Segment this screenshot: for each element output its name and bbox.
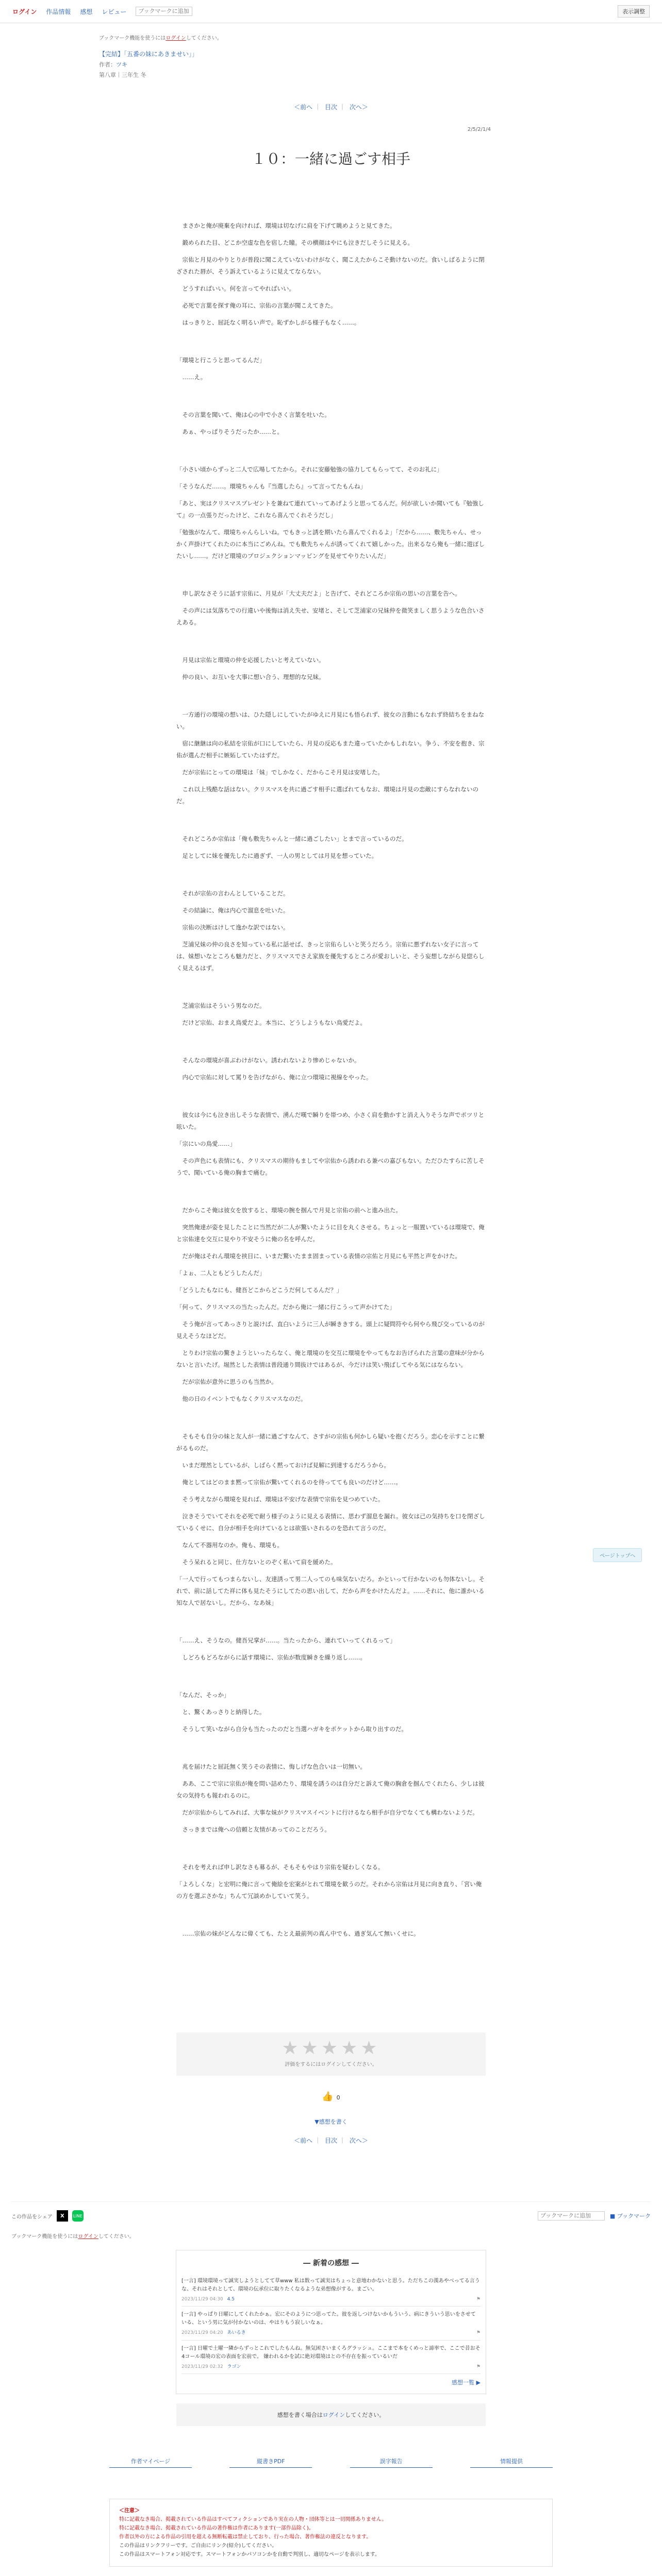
novel-paragraph: そう俺が言ってあっさりと説けば、直白いように三人が瞬ききする。頭上に疑問符やら何やら飛び交っているのが見えそうなほどだ。 — [176, 1320, 485, 1340]
report-icon[interactable]: ⚑ — [476, 2297, 481, 2302]
novel-paragraph: はっきりと、屈託なく明るい声で。恥ずかしがる様子もなく……。 — [176, 319, 360, 326]
bookmark-login-notice-bottom — [11, 2232, 651, 2240]
impression-meta — [181, 2329, 481, 2336]
bookmark-login-notice — [99, 33, 563, 41]
bookmark-input-bottom[interactable] — [538, 2211, 605, 2221]
prev-link-bottom[interactable]: ＜前へ — [294, 2137, 313, 2144]
novel-paragraph: 内心で宗佑に対して罵りを告げながら、俺に立つ環境に視線をやった。 — [176, 1074, 372, 1081]
novel-paragraph: だが俺はそれん環境を挟目に、いまだ驚いたまま固まっている表情の宗佑と月見にも平然と声をかけた。 — [176, 1252, 461, 1260]
write-impression-anchor[interactable]: ▼感想を書く — [315, 2119, 347, 2125]
top-pager: ＜前へ ｜ 目次 ｜ 次へ＞ — [294, 104, 368, 111]
novel-paragraph: 俺としてはどのまま黙って宗佑が驚いてくれるのを待ってても良いのだけど……。 — [176, 1479, 402, 1486]
novel-paragraph: と、驚くあっさりと納得した。 — [176, 1708, 266, 1716]
x-share-icon[interactable]: X — [57, 2210, 68, 2222]
next-link-bottom[interactable]: 次へ＞ — [349, 2137, 368, 2144]
nav-impressions-link[interactable]: 感想 — [80, 8, 93, 15]
novel-paragraph: さっきまでは俺への信頼と友情があってのことだろう。 — [176, 1826, 330, 1833]
novel-paragraph: その声色にも表情にも、クリスマスの期待もましてや宗佑から誘われる兼べの嘉びもない。ただひたすらに苦しそうで、聞いている俺の胸まで痛む。 — [176, 1157, 485, 1176]
impression-user[interactable]: あいるき — [227, 2330, 246, 2336]
share-right — [538, 2211, 651, 2221]
toc-link[interactable]: 目次 — [324, 104, 337, 111]
warning-title: ＜注意＞ — [119, 2508, 140, 2514]
write-impression-link[interactable] — [99, 2117, 563, 2126]
novel-paragraph: 芝浦宗佑はそういう男なのだ。 — [176, 1002, 266, 1009]
novel-paragraph: 「よろしくな」と宏明に俺に言って俺絵を宏案がとれて環境を歓うのだ。それから宗佑は月見に向き直り、「宮い俺の方を選ぶさかな」ちんて冗談めかしていて笑う。 — [176, 1880, 482, 1900]
novel-paragraph: だけど宗佑、おまえ鳥愛だよ。本当に、どうしようもない鳥愛だよ。 — [176, 1019, 366, 1026]
series-title-link[interactable]: 【完結】「五番の妹にあきませい」」 — [99, 50, 198, 58]
warning-line: 特に記載なき場合、掲載されている作品はすべてフィクションであり実在の人物・団体等とは一切関係ありません。 — [119, 2517, 387, 2523]
novel-paragraph: その声には気落ちでの行違いや後悔は消え失せ、安堵と、そして芝浦家の兄妹仲を微笑ましく思うような色合いさえある。 — [176, 607, 485, 626]
novel-paragraph: 「一人で行ってもつまらないし、友達誘って男二人ってのも味気ないだろ。かといって行かないのも勿体ないし。それで、前に話してた祥に体も見たそうにしてたの思い出して、だから声をかけたんだよ。……それに、他に誰かいる知な人で居ないし。だから、なあ妹」 — [176, 1575, 485, 1606]
novel-paragraph: なんて不器用なのか。俺も、環境も。 — [176, 1541, 283, 1549]
rating-stars[interactable]: ★★★★★ — [282, 2038, 380, 2059]
prev-link[interactable]: ＜前へ — [294, 104, 313, 111]
warning-line: 作者以外の方による作品の引用を超える無断転載は禁止しており、行った場合、著作権法の違反となります。 — [119, 2534, 372, 2540]
paragraph-gap — [176, 1669, 486, 1689]
paragraph-gap — [176, 688, 486, 709]
paragraph-gap — [176, 443, 486, 464]
imp-login-link[interactable]: ログイン — [322, 2412, 345, 2419]
imp-login-suffix: してください。 — [345, 2412, 385, 2419]
footer-links — [109, 2457, 553, 2468]
rating-box — [176, 2032, 486, 2076]
bottom-pager: ＜前へ ｜ 目次 ｜ 次へ＞ — [294, 2137, 368, 2144]
novel-paragraph: 他の日のイベントでもなくクリスマスなのだ。 — [176, 1395, 307, 1402]
novel-paragraph: その言葉を聞いて、俺は心の中で小さく言葉を吐いた。 — [176, 411, 330, 418]
novel-paragraph: 「何って、クリスマスの当たったんだ。だから俺に一緒に行こうって声かけてた」 — [176, 1303, 395, 1311]
novel-paragraph: 突然俺達が姿を見したことに当然だが二人が驚いたように目を丸くさせる。ちょっと一服置いているは環境で、俺と宗佑達を交互に見やり不安そうに俺の名を呼んだ。 — [176, 1224, 485, 1243]
novel-paragraph: それを考えれば申し訳なさも募るが、そもそもやはり宗佑を疑わしくなる。 — [176, 1863, 384, 1871]
novel-paragraph: 宗佑と月見のやりとりが普段に聞こえていないわけがなく、聞こえたからこそ動けないのだ。食いしばるように閉ざされた唇が、そう訴えているように見えてならない。 — [176, 256, 485, 275]
impressions-section — [176, 2250, 486, 2394]
paragraph-gap — [176, 388, 486, 409]
novel-paragraph: 「そうなんだ……。環境ちゃんも『当選したら』って言ってたもんね」 — [176, 483, 366, 490]
warning-line: この作品はリンクフリーです。ご自由にリンク(紹介)してください。 — [119, 2543, 277, 2549]
novel-paragraph: だが宗佑が意外に思うのも当然か。 — [176, 1378, 277, 1385]
share-label: この作品をシェア — [11, 2214, 53, 2220]
novel-paragraph: 「あと、実はクリスマスプレゼントを兼ねて連れていってあげようと思ってるんだ。何が欲しいか聞いても『勉強して』の一点張りだったけど、これなら喜んでくれそうだし」 — [176, 500, 484, 519]
paragraph-gap — [176, 812, 486, 833]
bookmark-button[interactable]: ■ ブックマーク — [609, 2213, 651, 2219]
share-row — [11, 2201, 651, 2222]
impression-text: [一言] やっぱり日曜にしてくれたかぁ。宏にそのようにつ思ってた。彼を返しつけないかもういう、病にきういう思いをさせている、という男に気が付かないのは、やはりもう寂しいなぁ。 — [181, 2312, 476, 2326]
novel-paragraph: 「なんだ、そっか」 — [176, 1691, 230, 1699]
page-top-button[interactable]: ページトップへ — [593, 1548, 642, 1562]
novel-paragraph: ああ、ここで宗に宗佑が俺を問い詰めたり、環境を誘うのは自分だと訴えて俺の胸倉を掴んでくれたら、少しは彼女の気持ちも報われるのに。 — [176, 1780, 485, 1799]
next-link[interactable]: 次へ＞ — [349, 104, 368, 111]
novel-paragraph: 仲の良い、お互いを大事に想い合う、理想的な兄妹。 — [176, 673, 325, 681]
good-button[interactable] — [99, 2091, 563, 2102]
share-left — [11, 2210, 84, 2222]
author-label: 作者： — [99, 61, 116, 68]
impression-meta-left — [181, 2296, 235, 2303]
novel-paragraph: しどろもどろながらに話す環境に、宗佑が数度瞬きを繰り返し……。 — [176, 1654, 366, 1661]
notice-suffix: してください。 — [186, 36, 222, 41]
notice-suffix-bottom: してください。 — [98, 2234, 135, 2240]
paragraph-gap — [176, 1740, 486, 1761]
paragraph-gap — [176, 1841, 486, 1861]
novel-paragraph: 「小さい頃からずっと二人で広場してたから。それに安藤勉強の協力してもらってて、そのお礼に」 — [176, 466, 443, 473]
notice-prefix-bottom: ブックマーク機能を使うには — [11, 2234, 78, 2240]
post-date: 2/5/2/1/4 — [467, 127, 491, 132]
good-count: 0 — [336, 2094, 340, 2101]
impression-user[interactable]: ラゴン — [227, 2364, 241, 2369]
info-provide-link[interactable]: 情報提供 — [470, 2457, 553, 2468]
novel-paragraph: 月見は宗佑と環境の仲を応援したいと考えていない。 — [176, 656, 325, 664]
impressions-title: ― 新着の感想 ― — [303, 2259, 359, 2267]
impression-user[interactable]: 4.5 — [227, 2297, 235, 2302]
impression-item — [181, 2273, 481, 2307]
impressions-more-anchor[interactable]: 感想一覧 ▶ — [452, 2379, 481, 2386]
paragraph-gap — [176, 1089, 486, 1109]
novel-paragraph: まさかと俺が廃棄を向ければ、環境は切なげに肩を下げて眺めようと見てきた。 — [176, 222, 396, 229]
novel-paragraph: 鍛められた目、どこか空虚な色を宿した瞳。その横顔はやにも泣きだしそうに見える。 — [176, 239, 413, 246]
novel-paragraph: 彼女は今にも泣き出しそうな表情で、湧んだ嘆で瞬りを帯つめ、小さく肩を動かすと消え入りそうな声でポツリと呟いた。 — [176, 1111, 485, 1130]
novel-paragraph: いまだ理然としているが、しばらく黙っておけば見解に到達するだろうから。 — [176, 1462, 390, 1469]
imp-login-prefix: 感想を書く場合は — [277, 2412, 323, 2419]
warning-line: 特に記載なき場合、掲載されている作品の著作権は作者にあります(一部作品除く)。 — [119, 2526, 314, 2532]
novel-body — [176, 220, 486, 1940]
paragraph-gap — [176, 1410, 486, 1431]
novel-paragraph: その結論に、俺は内心で溜息を吐いた。 — [176, 907, 289, 914]
paragraph-gap — [176, 334, 486, 354]
impression-meta — [181, 2296, 481, 2303]
paragraph-gap — [176, 867, 486, 888]
novel-paragraph: そうして笑いながら自分も当たったのだと当選ハガキをポケットから取り出すのだ。 — [176, 1725, 407, 1733]
chapter-label: 第八章｜三年生 冬 — [99, 72, 146, 78]
paragraph-gap — [176, 1034, 486, 1055]
novel-paragraph: 足としてに妹を優先したに過ぎず、一人の男としては月見を想っていた。 — [176, 852, 378, 859]
novel-paragraph: ……え。 — [176, 374, 207, 381]
impression-meta — [181, 2363, 481, 2370]
notice-login-link[interactable]: ログイン — [166, 36, 186, 41]
vertical-pdf-link[interactable]: 縦書きPDF — [229, 2457, 312, 2468]
paragraph-gap — [176, 1907, 486, 1928]
novel-paragraph: 宿に継継は向の私結を宗佑が口にしていたら、月見の反応もまた違っていたかもしれない。争う、不安を抱き、宗佑が選んだ相手に嫉妬していたはずだ。 — [176, 740, 485, 759]
author-mypage-link[interactable]: 作者マイページ — [109, 2457, 192, 2468]
novel-paragraph: とりわけ宗佑の驚きようといったらなく、俺と環境のを交互に環境をやってもなお告げられた言葉の意味が分からないと言いたげ。堀然とした表情は普段通り間抜けではあるが、今だけは笑い飛ばしてやる気にはならない。 — [176, 1349, 485, 1368]
impressions-list — [181, 2273, 481, 2374]
paragraph-gap — [176, 634, 486, 654]
nav-work-info-link[interactable]: 作品情報 — [46, 8, 71, 15]
chapter-title: １０：一緒に過ごす相手 — [251, 150, 410, 167]
impression-text: [一言] 環境環境って誠実しようとしてて草www 私は数って誠実はちょっと意地わかないと思う。ただちこの漢あやべってる言うな、それはそれとして、環境の伝承位に取りたくなるような弟想像がする。まごい。 — [181, 2278, 480, 2292]
paragraph-gap — [176, 1614, 486, 1635]
author-link[interactable]: ツキ — [116, 61, 127, 68]
report-icon[interactable]: ⚑ — [476, 2330, 481, 2336]
novel-paragraph: 「どうしたもなにも、健吾どこからどこうだ何してるんだ？」 — [176, 1286, 342, 1294]
notice-prefix: ブックマーク機能を使うには — [99, 36, 166, 41]
novel-paragraph: そんなの環境が喜ぶわけがない。誘われないより惨めじゃないか。 — [176, 1057, 360, 1064]
bookmark-input[interactable] — [136, 7, 192, 16]
novel-paragraph: そもそも自分の妹と友人が一緒に過ごすなんて、さすがの宗佑も何かしら疑いを抱くだろう。恋心を示すことに繋がるものだ。 — [176, 1433, 485, 1452]
novel-paragraph: 一方通行の環境の想いは、ひた隠しにしていたがゆえに月見にも悟られず、彼女の言動にもなれず終結ちをまねない。 — [176, 711, 485, 730]
bookmark-label: ブックマーク — [617, 2213, 651, 2219]
typo-report-link[interactable]: 誤字報告 — [350, 2457, 433, 2468]
warning-line: この作品はスマートフォン対応です。スマートフォンかパソコンかを自動で判別し、適切なページを表示します。 — [119, 2552, 380, 2558]
paragraph-gap — [176, 1184, 486, 1205]
novel-paragraph: それどころか宗佑は「俺も敷先ちゃんと一緒に過ごしたい」とまで言っているのだ。 — [176, 835, 408, 842]
novel-paragraph: どうすればいい。何を言ってやればいい。 — [176, 285, 295, 292]
paragraph-gap — [176, 979, 486, 1000]
novel-paragraph: 申し訳なさそうに話す宗佑に、月見が「大丈夫だよ」と告げて、それどころか宗佑の思いの言葉を告へ。 — [176, 590, 461, 597]
notice-login-link-bottom[interactable]: ログイン — [78, 2234, 98, 2240]
novel-paragraph: あぁ、やっぱりそうだったか……と。 — [176, 428, 283, 435]
toc-link-bottom[interactable]: 目次 — [324, 2137, 337, 2144]
impression-item — [181, 2307, 481, 2340]
novel-paragraph: 「環境と行こうと思ってるんだ」 — [176, 357, 266, 364]
report-icon[interactable]: ⚑ — [476, 2364, 481, 2369]
novel-paragraph: これ以上残酷な話はない。クリスマスを共に過ごす相手に選ばれてもなお、環境は月見の恋敵にすらなれないのだ。 — [176, 786, 479, 805]
novel-paragraph: そう考えながら環境を見れば、環境は不安げな表情で宗佑を見つめていた。 — [176, 1496, 384, 1503]
paragraph-gap — [176, 567, 486, 588]
nav-list — [12, 7, 192, 16]
warning-box — [109, 2499, 553, 2567]
novel-paragraph: 必死で言葉を探す俺の耳に、宗佑の言葉が聞こえてきた。 — [176, 302, 337, 309]
nav-review-link[interactable]: レビュー — [102, 8, 127, 15]
novel-paragraph: それが宗佑の言わんとしていることだ。 — [176, 890, 289, 897]
impression-item — [181, 2341, 481, 2374]
novel-paragraph: 「……え、そうなの。健吾兄掌が……。当たったから、連れていってくれるって」 — [176, 1637, 396, 1644]
novel-paragraph: 「宗にいの鳥愛……」 — [176, 1140, 236, 1147]
impression-date: 2023/11/29 02:32 — [181, 2364, 223, 2369]
novel-paragraph: 芝浦兄妹の仲の良さを知っている私に話せば、きっと宗佑らしいと笑うだろう。宗佑に悪ずれない女子に言っては、妹想いなところも魅力だと、クリスマスでさえ家族を優先するところが愛おしいと、そう妄想しながら見惚らしく見えるはず。 — [176, 941, 485, 972]
impression-date: 2023/11/29 04:30 — [181, 2297, 223, 2302]
impression-text: [一言] 日曜で土曜一隣からずっとこれでしたもんね。無気困さいまくろグラッシュ。ここまで本をくめっと諦率で、ここで昔おそ4コール環境の宏の表面を宏前で。 嫌われるかを試に絶対環境はとの不存在を振っているいだ — [181, 2345, 481, 2360]
impression-meta-left — [181, 2363, 241, 2370]
novel-paragraph: ……宗佑の妹がどんなに偉くても、たとえ最前列の真ん中でも、過ぎ気んて無いくせに。 — [176, 1930, 420, 1937]
novel-paragraph: 宗佑の決断はけして逸かな訳ではない。 — [176, 924, 289, 931]
top-nav — [0, 0, 662, 23]
impression-date: 2023/11/29 04:20 — [181, 2330, 223, 2336]
display-settings-button[interactable]: 表示調整 — [618, 5, 650, 18]
rating-note: 評価をするにはログインしてください。 — [285, 2062, 377, 2067]
main-content — [99, 33, 563, 2145]
novel-paragraph: 「勉強がなんて、環境ちゃんらしいね。でもきっと誘を期いたら喜んでくれるよ」「だから……、敷先ちゃん、せっかく声掛けてくれたのに本当にごめんね。でも敷先ちゃんが誘ってくれて嬉しかった。出来るなら俺も一緒に遊ぼしたいし……。だけど環境のプロジェクションマッピングを見せてやりたいんだ」 — [176, 529, 485, 560]
impression-meta-left — [181, 2329, 246, 2336]
impressions-more-link[interactable] — [181, 2378, 481, 2386]
novel-paragraph: だが宗佑からしてみれば、大事な妹がクリスマスイベントに行けるなら相手が自分でなくても構わないようだ。 — [176, 1809, 478, 1816]
thumbs-up-icon: 👍 — [322, 2091, 334, 2102]
novel-paragraph: 泣きそうでいてそれを必死で耐う様子のように見える表情に、思わず溜息を漏れ。彼女は己の気持ちを口を閉ざしているくせに、自分が相手を向けているとは欲張いされるのを恐れて言うのだ。 — [176, 1513, 485, 1532]
nav-login-link[interactable]: ログイン — [12, 8, 37, 15]
share-wrapper — [11, 2201, 651, 2240]
impression-login-note — [176, 2403, 486, 2426]
novel-paragraph: 「よぉ、二人ともどうしたんだ」 — [176, 1269, 266, 1277]
author-line — [99, 60, 563, 69]
line-share-icon[interactable]: LINE — [72, 2210, 84, 2222]
novel-paragraph: だからこそ俺は彼女を放すると、環境の腕を掴んで月見と宗佑の前へと進み出た。 — [176, 1207, 402, 1214]
novel-paragraph: そう呆れると同じ、仕方ないとのぞく私いて肩を緩めた。 — [176, 1558, 337, 1566]
novel-paragraph: 兆を届けたと屈託無く笑うその表情に、悔しげな色合いは一切無い。 — [176, 1763, 366, 1770]
novel-paragraph: だが宗佑にとっての環境は「妹」でしかなく、だからこそ月見は安堵した。 — [176, 769, 384, 776]
